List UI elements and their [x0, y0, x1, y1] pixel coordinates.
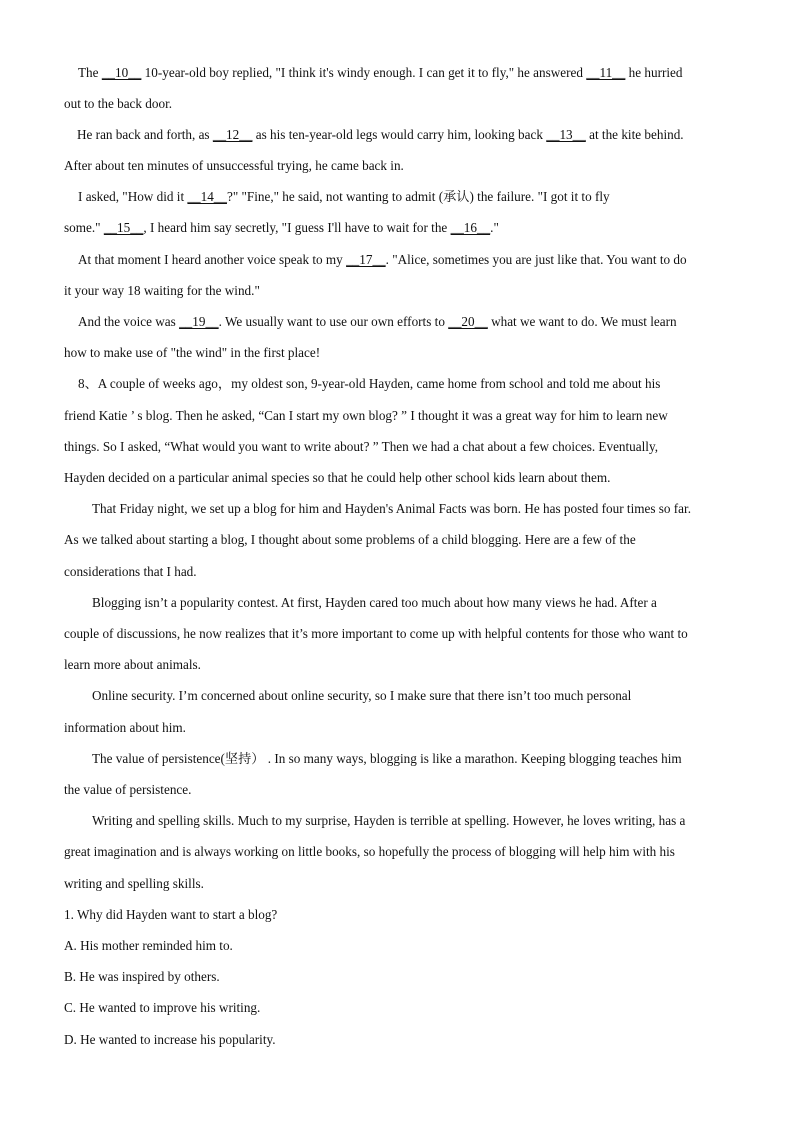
blank-number: __11__ — [586, 65, 626, 80]
text-run: The — [78, 65, 102, 80]
text-run: it your way 18 waiting for the wind." — [64, 283, 260, 298]
text-run: some." — [64, 220, 104, 235]
text-run: learn more about animals. — [64, 657, 201, 672]
text-run: After about ten minutes of unsuccessful trying, he came back in. — [64, 158, 404, 173]
text-line — [64, 564, 197, 580]
text-run: At that moment I heard another voice speak to my — [78, 252, 347, 267]
text-line — [64, 657, 201, 673]
text-line — [64, 220, 499, 236]
blank-number: __15__ — [103, 220, 144, 235]
text-line — [77, 127, 684, 143]
text-line — [78, 189, 610, 205]
text-line — [64, 470, 610, 486]
text-line — [78, 314, 677, 330]
text-run: D. He wanted to increase his popularity. — [64, 1032, 276, 1047]
text-line — [64, 1000, 260, 1016]
text-line — [64, 938, 233, 954]
text-run: 8、A couple of weeks ago，my oldest son, 9-year-old Hayden, came home from school and told me about his — [78, 376, 661, 391]
text-line — [64, 408, 668, 424]
text-line — [64, 532, 636, 548]
text-run: The value of persistence(坚持） . In so many ways, blogging is like a marathon. Keeping blogging teaches him — [92, 751, 682, 766]
text-run: Online security. I’m concerned about online security, so I make sure that there isn’t too much personal — [92, 688, 632, 703]
text-line — [64, 844, 675, 860]
blank-number: __10__ — [101, 65, 142, 80]
text-line — [78, 376, 660, 392]
text-line — [64, 96, 172, 112]
text-line — [64, 969, 220, 985]
text-run: as his ten-year-old legs would carry him, looking back — [252, 127, 547, 142]
text-run: what we want to do. We must learn — [487, 314, 677, 329]
text-run: the value of persistence. — [64, 782, 192, 797]
text-line — [92, 751, 682, 767]
text-line — [64, 907, 277, 923]
text-line — [92, 595, 657, 611]
text-run: great imagination and is always working on little books, so hopefully the process of blogging will help him with his — [64, 844, 675, 859]
text-run: A. His mother reminded him to. — [64, 938, 233, 953]
text-run: As we talked about starting a blog, I thought about some problems of a child blogging. Here are a few of the — [64, 532, 636, 547]
text-run: how to make use of "the wind" in the first place! — [64, 345, 321, 360]
blank-number: __13__ — [546, 127, 586, 142]
text-line — [64, 1032, 276, 1048]
blank-number: __16__ — [450, 220, 491, 235]
text-run: . We usually want to use our own efforts to — [218, 314, 449, 329]
text-line — [78, 252, 687, 268]
text-run: , I heard him say secretly, "I guess I'll have to wait for the — [143, 220, 451, 235]
blank-number: __19__ — [179, 314, 219, 329]
text-run: That Friday night, we set up a blog for him and Hayden's Animal Facts was born. He has posted four times so far. — [92, 501, 691, 516]
text-run: at the kite behind. — [585, 127, 684, 142]
text-run: things. So I asked, “What would you want to write about? ” Then we had a chat about a few choices. Eventually, — [64, 439, 658, 454]
text-run: Hayden decided on a particular animal species so that he could help other school kids learn about them. — [64, 470, 611, 485]
text-run: C. He wanted to improve his writing. — [64, 1000, 261, 1015]
blank-number: __17__ — [346, 252, 386, 267]
text-run: considerations that I had. — [64, 564, 197, 579]
text-run: friend Katie ’ s blog. Then he asked, “Can I start my own blog? ” I thought it was a great way for him to learn new — [64, 408, 668, 423]
text-line — [64, 283, 260, 299]
text-line — [92, 813, 685, 829]
text-run: ?" "Fine," he said, not wanting to admit (承认) the failure. "I got it to fly — [226, 189, 610, 204]
text-line — [92, 688, 631, 704]
blank-number: __14__ — [187, 189, 227, 204]
text-run: . "Alice, sometimes you are just like that. You want to do — [385, 252, 687, 267]
text-run: B. He was inspired by others. — [64, 969, 220, 984]
text-run: I asked, "How did it — [78, 189, 188, 204]
text-line — [64, 626, 688, 642]
text-line — [92, 501, 691, 517]
blank-number: __12__ — [212, 127, 253, 142]
text-run: He ran back and forth, as — [77, 127, 213, 142]
text-run: Blogging isn’t a popularity contest. At first, Hayden cared too much about how many views he had. After a — [92, 595, 657, 610]
text-run: he hurried — [625, 65, 683, 80]
blank-number: __20__ — [448, 314, 488, 329]
text-run: couple of discussions, he now realizes that it’s more important to come up with helpful contents for those who want to — [64, 626, 688, 641]
text-run: information about him. — [64, 720, 186, 735]
text-line — [64, 876, 204, 892]
text-line — [64, 345, 320, 361]
text-run: 10-year-old boy replied, "I think it's windy enough. I can get it to fly," he answered — [141, 65, 587, 80]
text-run: writing and spelling skills. — [64, 876, 204, 891]
text-line — [64, 720, 186, 736]
text-run: And the voice was — [78, 314, 180, 329]
text-line — [64, 782, 191, 798]
text-line — [78, 65, 682, 81]
text-run: 1. Why did Hayden want to start a blog? — [64, 907, 278, 922]
text-run: Writing and spelling skills. Much to my surprise, Hayden is terrible at spelling. However, he loves writing, has a — [92, 813, 686, 828]
text-line — [64, 158, 404, 174]
text-run: out to the back door. — [64, 96, 173, 111]
text-run: ." — [490, 220, 499, 235]
text-line — [64, 439, 658, 455]
